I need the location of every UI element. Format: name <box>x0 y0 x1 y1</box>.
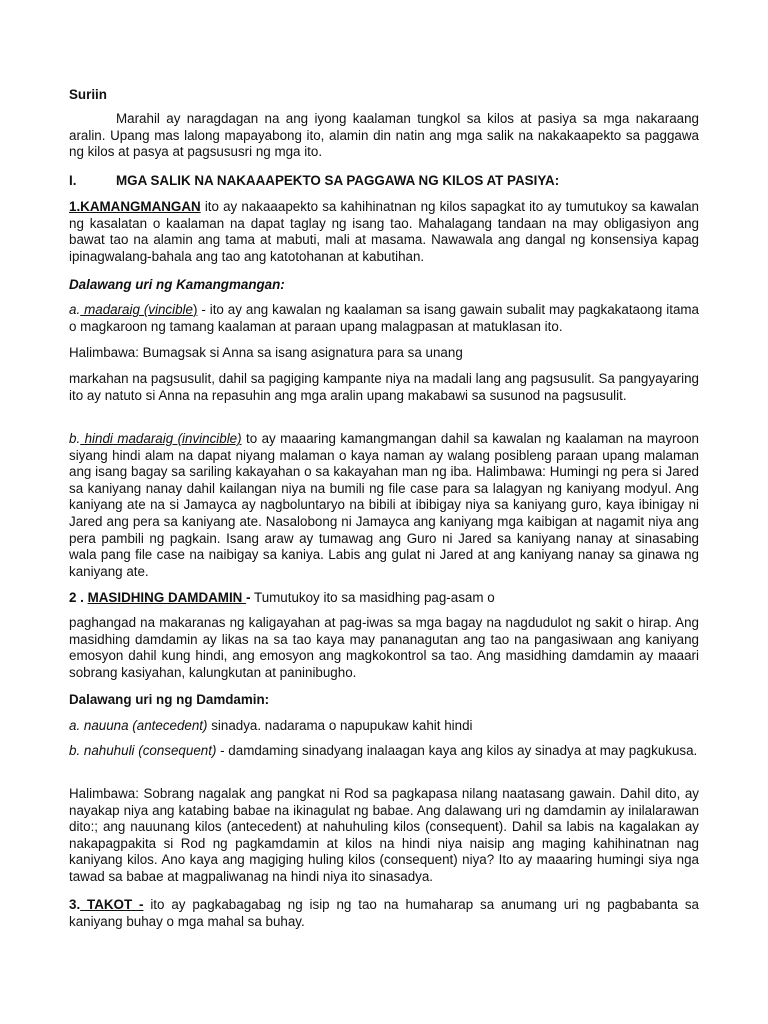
consequent-paragraph <box>69 743 699 760</box>
damdamin-dash: - <box>246 590 251 605</box>
kamangmangan-types-heading: Dalawang uri ng Kamangmangan: <box>69 277 285 292</box>
consequent-term: b. nahuhuli (consequent) <box>69 743 217 758</box>
vincible-paragraph <box>69 302 699 335</box>
kamangmangan-term: 1.KAMANGMANGAN <box>69 199 201 214</box>
example2-paragraph: Halimbawa: Sobrang nagalak ang pangkat ni Rod sa pagkapasa nilang naatasang gawain. Dahil dito, ay nayakap niya ang katabing babae na ikinagulat ng babae. Ang dalawang uri ng damdamin ay inilalarawan dito:; ang nauunang kilos (antecedent) at nahuhuling kilos (consequent). Dahil sa labis na kagalakan ay nakapagpakita si Rod ng pagkamdamin at kilos na hindi niya naisip ang maging kahihinatnan nag kaniyang kilos. Ano kaya ang magiging huling kilos (consequent) niya? Ito ay maaaring humingi siya nga tawad sa babae at magpaliwanag na hindi niya ito sinasadya. <box>69 786 699 884</box>
damdamin-first-line <box>69 590 699 607</box>
antecedent-term: a. nauuna (antecedent) <box>69 718 208 733</box>
antecedent-line <box>69 718 699 735</box>
section-title-text: MGA SALIK NA NAKAAAPEKTO SA PAGGAWA NG KILOS AT PASIYA: <box>116 173 560 188</box>
vincible-text: - ito ay ang kawalan ng kaalaman sa isang gawain subalit may pagkakataong itama o magkaroon ng tamang kaalaman at paraan upang malagpasan at matuklasan ito. <box>69 302 699 334</box>
vincible-term: madaraig (vincible <box>80 302 193 317</box>
damdamin-number: 2 . <box>69 590 88 605</box>
vincible-paren: ) <box>192 302 198 317</box>
takot-term: TAKOT - <box>80 897 144 912</box>
takot-text: ito ay pagkabagabag ng isip ng tao na humaharap sa anumang uri ng pagbabanta sa kaniyang buhay o mga mahal sa buhay. <box>69 897 699 929</box>
invincible-text: to ay maaaring kamangmangan dahil sa kawalan ng kaalaman na mayroon siyang hindi alam na dapat niyang malaman o kaya naman ay walang posibleng paraan upang malaman ang isang bagay sa sariling kakayahan o sa kakayahan man ng iba. Halimbawa: Humingi ng pera si Jared sa kaniyang nanay dahil kailangan niya na bumili ng file case para sa lalagyan ng kaniyang modyul. Ang kaniyang ate na si Jamayca ay nagboluntaryo na bibili at ibibigay niya sa kaniyang guro, kaya ibinigay ni Jared ang pera sa kaniyang ate. Nasalobong ni Jamayca ang kaniyang mga kaibigan at nagamit niya ang pera pambili ng pagkain. Isang araw ay tumawag ang Guro ni Jared sa kaniyang nanay at sinasabing wala pang file case na naibigay sa kaniya. Labis ang gulat ni Jared at ang kaniyang nanay sa ginawa ng kaniyang ate. <box>69 431 699 579</box>
takot-paragraph <box>69 897 699 930</box>
damdamin-term: MASIDHING DAMDAMIN <box>87 590 247 605</box>
antecedent-text: sinadya. nadarama o napupukaw kahit hindi <box>207 718 473 733</box>
consequent-text: - damdaming sinadyang inalaagan kaya ang kilos ay sinadya at may pagkukusa. <box>216 743 698 758</box>
kamangmangan-paragraph <box>69 199 699 265</box>
invincible-paragraph <box>69 431 699 580</box>
section-title <box>69 173 699 190</box>
damdamin-types-heading: Dalawang uri ng ng Damdamin: <box>69 692 270 707</box>
invincible-prefix: b. <box>69 431 81 446</box>
example1-paragraph: markahan na pagsusulit, dahil sa pagiging kampante niya na madali lang ang pagsusulit. Sa pangyayaring ito ay natuto si Anna na repasuhin ang mga aralin upang makabawi sa susunod na pagsusulit. <box>69 371 699 403</box>
vincible-prefix: a. <box>69 302 81 317</box>
damdamin-paragraph: paghangad na makaranas ng kaligayahan at pag-iwas sa mga bagay na nagdudulot ng sakit o hirap. Ang masidhing damdamin ay likas na sa tao kaya may pananagutan ang tao na pangasiwaan ang kaniyang emosyon dahil kung hindi, ang emosyon ang magkokontrol sa tao. Ang masidhing damdamin ay maaari sobrang kasiyahan, kalungkutan at paninibugho. <box>69 615 699 680</box>
invincible-term: hindi madaraig (invincible) <box>80 431 242 446</box>
section-number: I. <box>69 173 77 188</box>
example1-first-line: Halimbawa: Bumagsak si Anna sa isang asignatura para sa unang <box>69 345 463 360</box>
intro-paragraph: Marahil ay naragdagan na ang iyong kaalaman tungkol sa kilos at pasiya sa mga nakaraang aralin. Upang mas lalong mapayabong ito, alamin din natin ang mga salik na nakakaapekto sa paggawa ng kilos at pasya at pagsususri ng mga ito. <box>69 111 699 160</box>
takot-number: 3. <box>69 897 81 912</box>
section-heading-suriin: Suriin <box>69 87 107 102</box>
kamangmangan-text: ito ay nakaaapekto sa kahihinatnan ng kilos sapagkat ito ay tumutukoy sa kawalan ng kasalatan o kaalaman na dapat taglay ng isang tao. Mahalagang tandaan na may obligasiyon ang bawat tao na alamin ang tama at mabuti, mali at masama. Nawawala ang dangal ng konsensiya kapag ipinagwalang-bahala ang tao ang katotohanan at kabutihan. <box>69 199 699 264</box>
damdamin-text-start: Tumutukoy ito sa masidhing pag-asam o <box>250 590 495 605</box>
